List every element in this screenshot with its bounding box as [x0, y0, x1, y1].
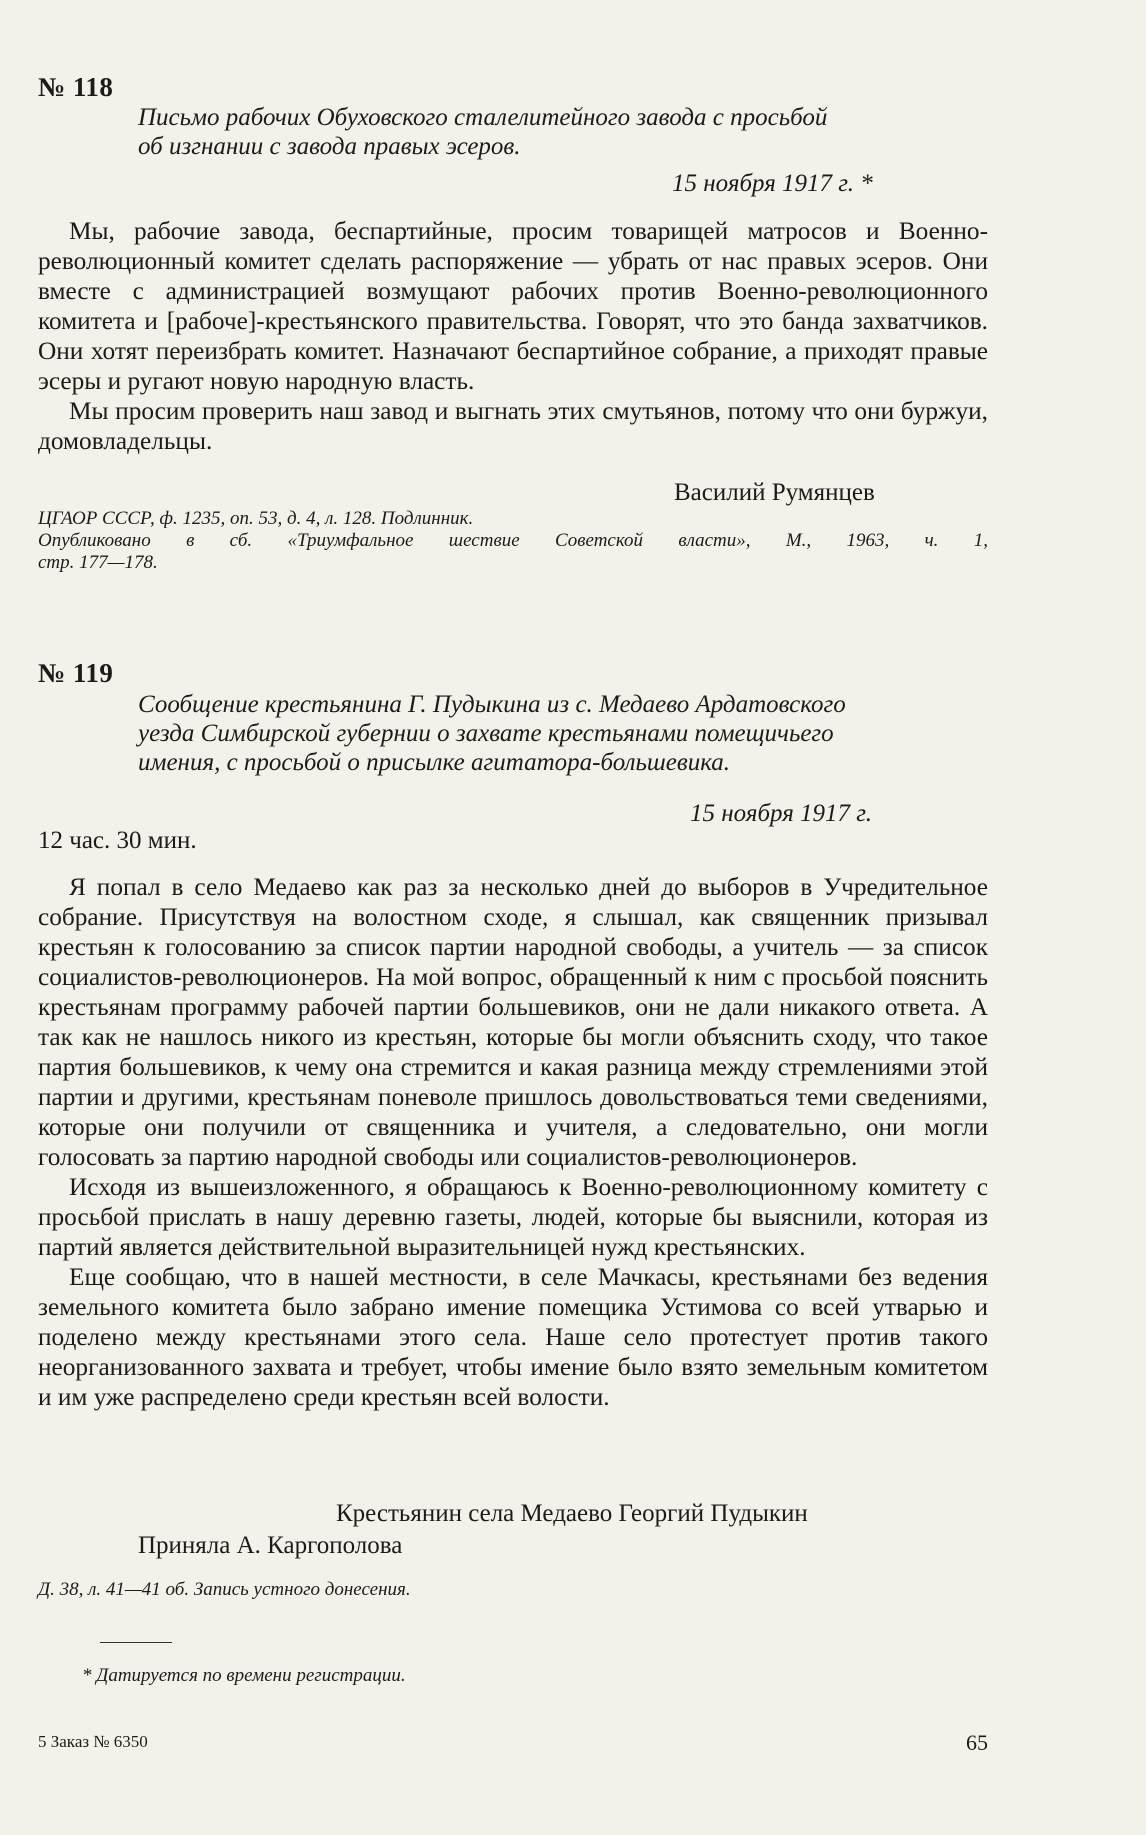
- doc119-paragraph-3: Еще сообщаю, что в нашей местности, в селе Мачкасы, крестьянами без ведения земельного комитета было забрано имение помещика Устимова со всей утварью и поделено между крестьянами этого села. Наше село протестует против такого неорганизованного захвата и требует, чтобы имение было взято земельным комитетом и им уже распределено среди крестьян всей волости.: [38, 1263, 988, 1411]
- doc119-title-line3: имения, с просьбой о присылке агитатора-большевика.: [138, 749, 731, 776]
- doc119-title: [138, 690, 998, 777]
- doc119-received: Приняла А. Каргополова: [138, 1532, 403, 1559]
- doc118-source-line3: стр. 177—178.: [38, 552, 158, 573]
- doc118-paragraph-1: Мы, рабочие завода, беспартийные, просим товарищей матросов и Военно-революционный комитет сделать распоряжение — убрать от нас правых эсеров. Они вместе с администрацией возмущают рабочих против Военно-революционного комитета и [рабоче]-крестьянского правительства. Говорят, что это банда захватчиков. Они хотят переизбрать комитет. Назначают беспартийное собрание, а приходят правые эсеры и ругают новую народную власть.: [38, 217, 988, 395]
- footnote-divider: [100, 1642, 172, 1643]
- doc118-source: [38, 508, 988, 574]
- page-number: 65: [966, 1730, 988, 1755]
- doc119-title-line1: Сообщение крестьянина Г. Пудыкина из с. Медаево Ардатовского: [138, 691, 846, 718]
- doc118-paragraph-2: Мы просим проверить наш завод и выгнать этих смутьянов, потому что они буржуи, домовладельцы.: [38, 397, 988, 455]
- doc119-source: Д. 38, л. 41—41 об. Запись устного донесения.: [38, 1579, 411, 1600]
- doc118-number: № 118: [38, 72, 114, 102]
- print-info: 5 Заказ № 6350: [38, 1732, 148, 1751]
- doc118-source-line1: ЦГАОР СССР, ф. 1235, оп. 53, д. 4, л. 128. Подлинник.: [38, 508, 474, 529]
- doc119-date: 15 ноября 1917 г.: [690, 800, 872, 827]
- doc118-signature: Василий Румянцев: [674, 479, 875, 506]
- doc119-title-line2: уезда Симбирской губернии о захвате крестьянами помещичьего: [138, 720, 834, 747]
- doc119-number: № 119: [38, 658, 114, 688]
- doc119-time: 12 час. 30 мин.: [38, 827, 197, 854]
- doc118-body: [38, 216, 988, 456]
- doc118-title: [138, 103, 998, 161]
- doc119-paragraph-1: Я попал в село Медаево как раз за несколько дней до выборов в Учредительное собрание. Присутствуя на волостном сходе, я слышал, как священник призывал крестьян к голосованию за список партии народной свободы, а учитель — за список социалистов-революционеров. На мой вопрос, обращенный к ним с просьбой пояснить крестьянам программу рабочей партии большевиков, они не дали никакого ответа. А так как не нашлось никого из крестьян, которые бы могли объяснить сходу, что такое партия большевиков, к чему она стремится и какая разница между стремлениями этой партии и другими, крестьянам поневоле пришлось довольствоваться теми сведениями, которые они получили от священника и учителя, а следовательно, они могли голосовать за партию народной свободы или социалистов-революционеров.: [38, 873, 988, 1171]
- doc118-source-line2: Опубликовано в сб. «Триумфальное шествие Советской власти», М., 1963, ч. 1,: [38, 530, 988, 551]
- doc119-body: [38, 872, 988, 1412]
- doc119-signature: Крестьянин села Медаево Георгий Пудыкин: [336, 1500, 808, 1527]
- doc118-title-line2: об изгнании с завода правых эсеров.: [138, 133, 521, 160]
- doc119-paragraph-2: Исходя из вышеизложенного, я обращаюсь к Военно-революционному комитету с просьбой прислать в нашу деревню газеты, людей, которые бы выяснили, которая из партий является действительной выразительницей нужд крестьянских.: [38, 1173, 988, 1261]
- doc118-title-line1: Письмо рабочих Обуховского сталелитейного завода с просьбой: [138, 104, 828, 131]
- footnote: * Датируется по времени регистрации.: [82, 1665, 406, 1686]
- doc118-date: 15 ноября 1917 г. *: [672, 170, 873, 197]
